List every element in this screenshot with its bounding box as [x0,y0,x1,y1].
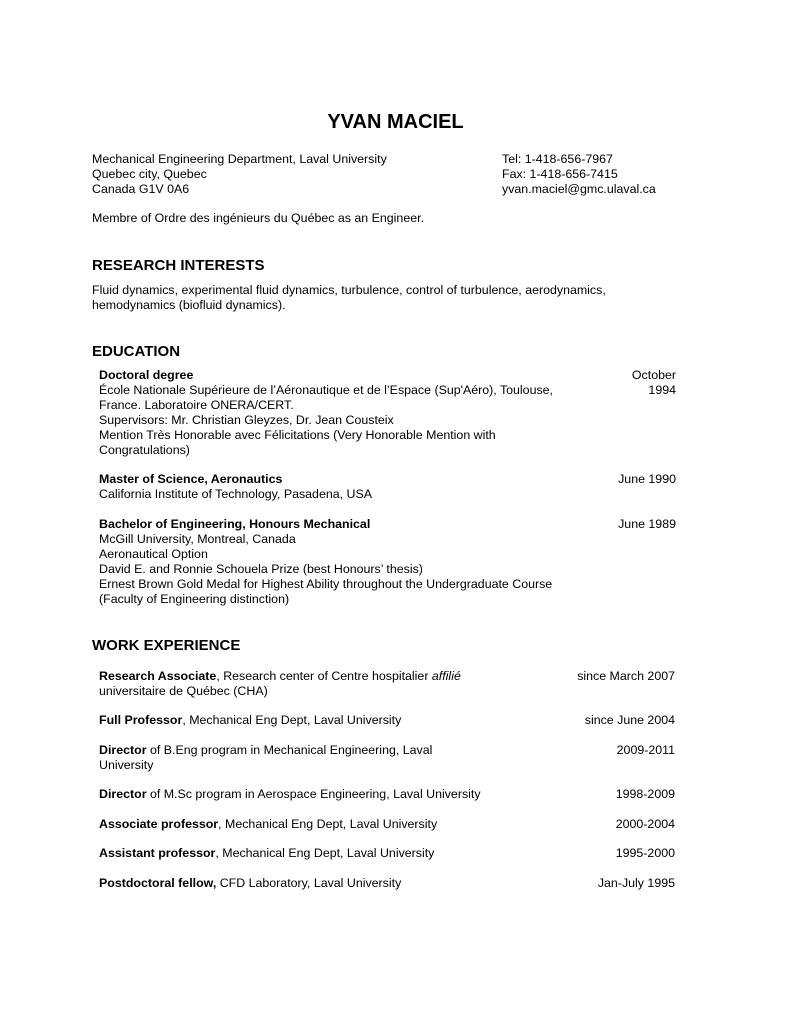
job-date: 1995-2000 [615,846,675,860]
degree-line: Aeronautical Option [99,547,208,561]
work-heading: WORK EXPERIENCE [92,637,241,654]
work-entry-assistant-professor [99,846,675,861]
work-entry-research-associate [99,669,675,699]
research-text [92,283,692,313]
date-line: October [631,368,676,382]
research-line: Fluid dynamics, experimental fluid dynamics, turbulence, control of turbulence, aerodynamics, [92,283,606,297]
job-title: Director [99,787,147,801]
degree-date [632,368,676,398]
person-name: YVAN MACIEL [327,111,464,133]
job-title: Full Professor [99,713,183,727]
work-entry-postdoc [99,876,675,891]
degree-line: Mention Très Honorable avec Félicitations (Very Honorable Mention with [99,428,496,442]
degree-line: France. Laboratoire ONERA/CERT. [99,398,294,412]
degree-date [618,472,676,487]
job-detail: of M.Sc program in Aerospace Engineering, Laval University [146,787,481,801]
job-title: Director [99,743,147,757]
job-title: Postdoctoral fellow, [99,876,217,890]
degree-title: Bachelor of Engineering, Honours Mechanical [99,517,371,531]
job-detail: universitaire de Québec (CHA) [99,684,268,698]
work-entry-director-beng [99,743,675,773]
education-entry-bachelor [99,517,679,607]
membership-text: Membre of Ordre des ingénieurs du Québec as an Engineer. [92,211,424,225]
education-entry-masters [99,472,679,502]
job-detail: , Mechanical Eng Dept, Laval University [182,713,402,727]
job-detail-italic: affilié [431,669,461,683]
job-date: since March 2007 [577,669,675,683]
address-block [92,152,492,197]
work-entry-director-msc [99,787,675,802]
degree-line: Supervisors: Mr. Christian Gleyzes, Dr. Jean Cousteix [99,413,394,427]
job-detail: , Mechanical Eng Dept, Laval University [218,817,438,831]
degree-line: Congratulations) [99,443,190,457]
job-date: 1998-2009 [615,787,675,801]
research-heading: RESEARCH INTERESTS [92,257,265,274]
degree-line: École Nationale Supérieure de l’Aéronautique et de l’Espace (Sup'Aéro), Toulouse, [99,383,553,397]
job-title: Research Associate [99,669,217,683]
job-detail: , Mechanical Eng Dept, Laval University [215,846,435,860]
address-line: Canada G1V 0A6 [92,182,190,196]
degree-title: Master of Science, Aeronautics [99,472,283,486]
job-date: 2009-2011 [616,743,675,757]
degree-line: (Faculty of Engineering distinction) [99,592,290,606]
contact-block [502,152,722,197]
date-line: June 1990 [618,472,676,486]
degree-title: Doctoral degree [99,368,194,382]
phone: Tel: 1-418-656-7967 [502,152,613,166]
degree-line: Ernest Brown Gold Medal for Highest Ability throughout the Undergraduate Course [99,577,553,591]
job-detail: CFD Laboratory, Laval University [216,876,402,890]
job-date: Jan-July 1995 [597,876,675,890]
degree-line: McGill University, Montreal, Canada [99,532,296,546]
education-heading: EDUCATION [92,343,181,360]
job-date: 2000-2004 [615,817,675,831]
degree-line: David E. and Ronnie Schouela Prize (best Honours’ thesis) [99,562,423,576]
degree-line: California Institute of Technology, Pasadena, USA [99,487,372,501]
fax: Fax: 1-418-656-7415 [502,167,618,181]
education-entry-doctoral [99,368,679,458]
date-line: June 1989 [618,517,676,531]
work-entry-associate-professor [99,817,675,832]
job-title: Associate professor [99,817,219,831]
address-line: Mechanical Engineering Department, Laval University [92,152,387,166]
job-title: Assistant professor [99,846,216,860]
degree-date [618,517,676,532]
job-detail: University [99,758,154,772]
job-detail: , Research center of Centre hospitalier [216,669,432,683]
job-date: since June 2004 [584,713,675,727]
work-entry-full-professor [99,713,675,728]
job-detail: of B.Eng program in Mechanical Engineering, Laval [146,743,433,757]
address-line: Quebec city, Quebec [92,167,207,181]
email: yvan.maciel@gmc.ulaval.ca [502,182,656,196]
research-line: hemodynamics (biofluid dynamics). [92,298,286,312]
date-line: 1994 [648,383,676,397]
